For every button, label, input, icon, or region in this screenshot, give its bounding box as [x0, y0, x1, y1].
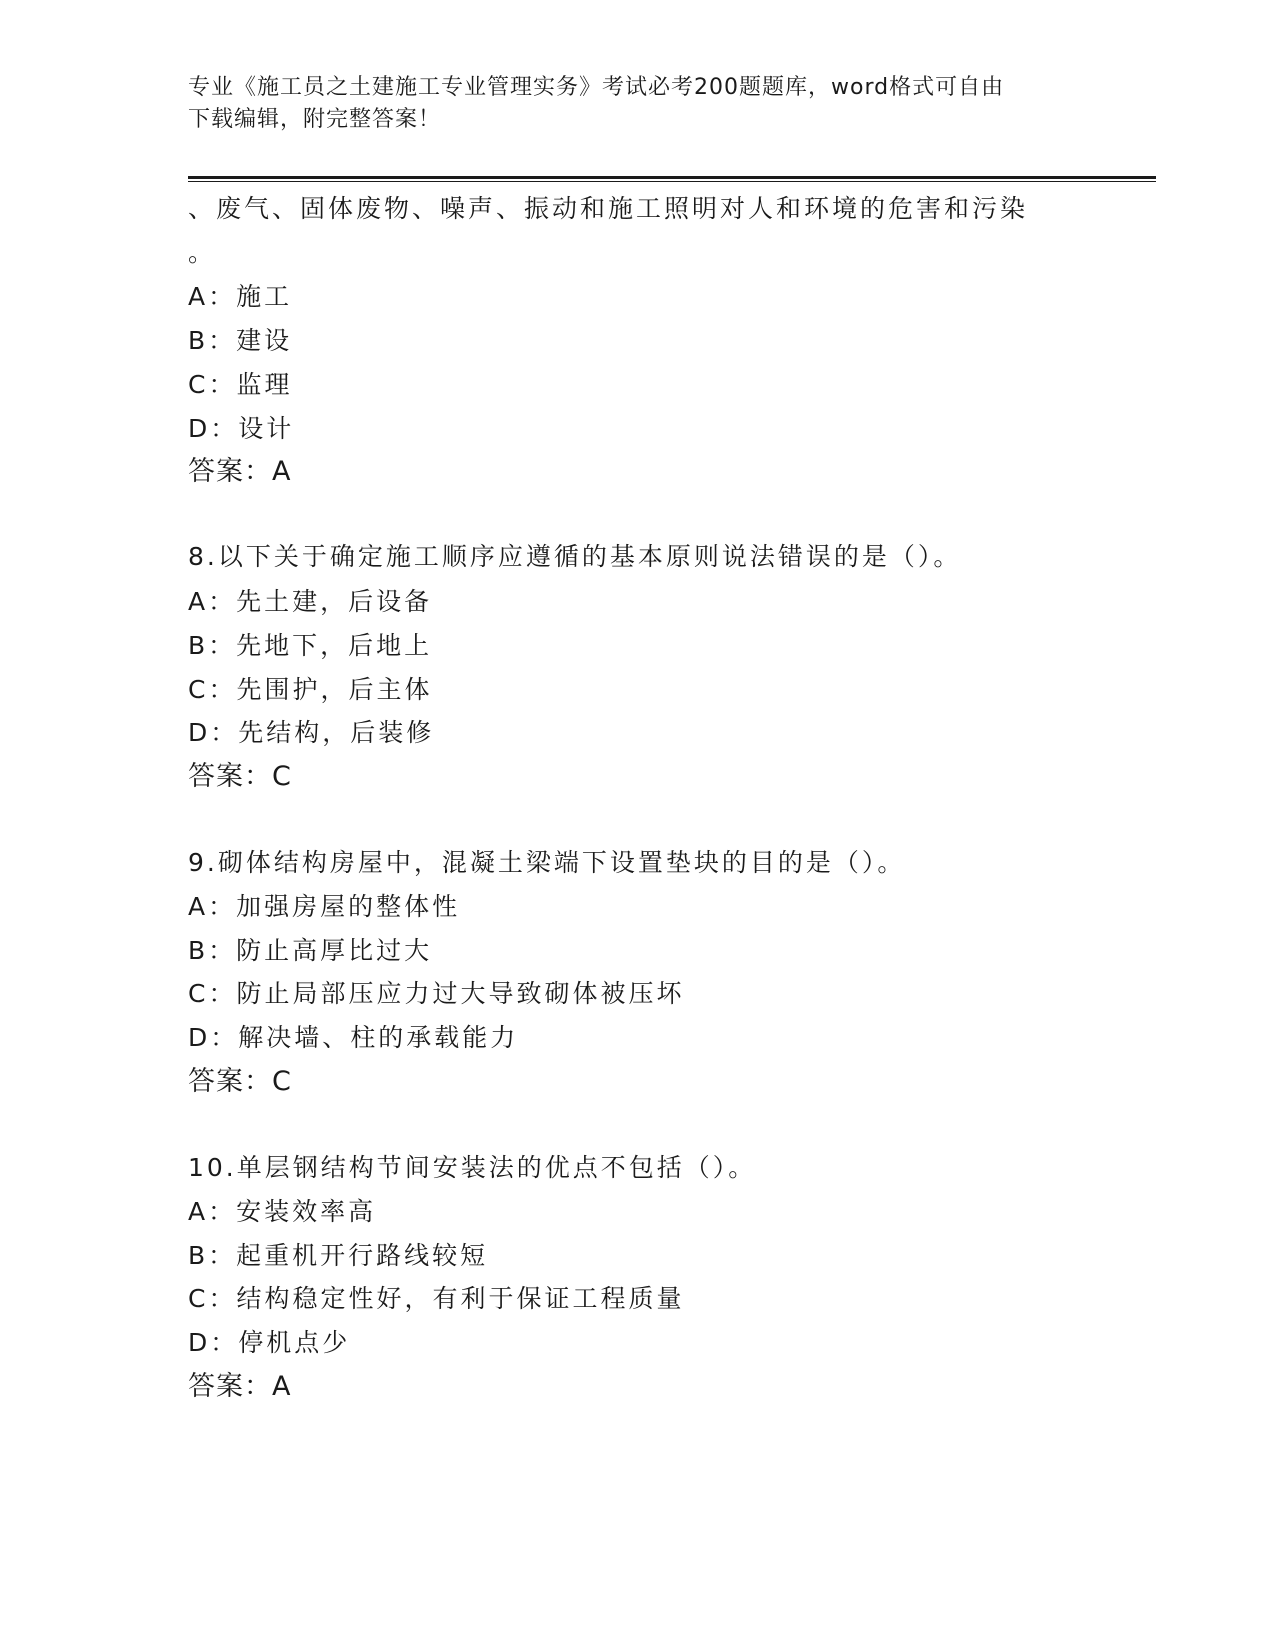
- q7-option-c: C：监理: [188, 370, 293, 399]
- header-divider-thick: [188, 176, 1156, 179]
- q8-option-d: D：先结构，后装修: [188, 718, 435, 747]
- q8-option-a: A：先土建，后设备: [188, 587, 433, 616]
- q7-answer: 答案：A: [188, 456, 292, 487]
- q10-option-b: B：起重机开行路线较短: [188, 1241, 489, 1270]
- q10-stem: 10.单层钢结构节间安装法的优点不包括（）。: [188, 1153, 757, 1182]
- header-line-2: 下载编辑，附完整答案！: [188, 107, 442, 132]
- q7-option-a: A：施工: [188, 282, 293, 311]
- q7-option-d: D：设计: [188, 414, 295, 443]
- q10-option-c: C：结构稳定性好，有利于保证工程质量: [188, 1284, 685, 1313]
- q9-option-d: D：解决墙、柱的承载能力: [188, 1023, 519, 1052]
- q8-option-b: B：先地下，后地上: [188, 631, 433, 660]
- q10-option-d: D：停机点少: [188, 1328, 351, 1357]
- q7-option-b: B：建设: [188, 326, 293, 355]
- q9-stem: 9.砌体结构房屋中，混凝土梁端下设置垫块的目的是（）。: [188, 848, 906, 877]
- header-divider-thin: [188, 181, 1156, 182]
- q8-option-c: C：先围护，后主体: [188, 675, 433, 704]
- document-header: [188, 72, 1088, 136]
- q9-option-b: B：防止高厚比过大: [188, 936, 433, 965]
- q9-answer: 答案：C: [188, 1066, 292, 1097]
- q9-option-c: C：防止局部压应力过大导致砌体被压坏: [188, 979, 685, 1008]
- q7-stem-end: 。: [188, 238, 217, 267]
- q10-answer: 答案：A: [188, 1371, 292, 1402]
- q8-answer: 答案：C: [188, 761, 292, 792]
- q9-option-a: A：加强房屋的整体性: [188, 892, 461, 921]
- q7-stem-continuation: 、废气、固体废物、噪声、振动和施工照明对人和环境的危害和污染: [188, 194, 1029, 223]
- q8-stem: 8.以下关于确定施工顺序应遵循的基本原则说法错误的是（）。: [188, 542, 962, 571]
- q10-option-a: A：安装效率高: [188, 1197, 377, 1226]
- header-line-1: 专业《施工员之土建施工专业管理实务》考试必考200题题库，word格式可自由: [188, 75, 1005, 100]
